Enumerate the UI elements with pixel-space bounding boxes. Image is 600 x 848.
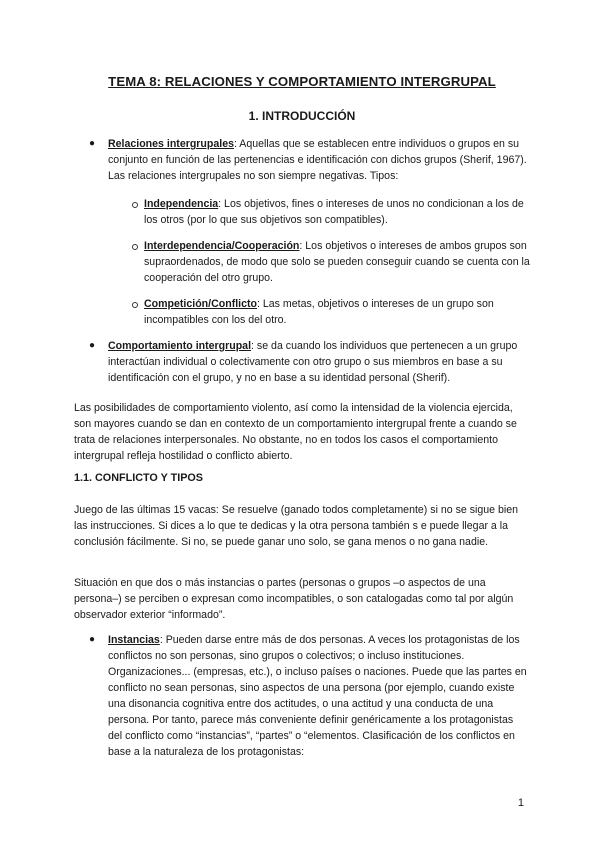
bullet-icon: ● bbox=[89, 138, 96, 149]
subbullet-interdependencia bbox=[144, 238, 530, 286]
subbullet-term: Competición/Conflicto bbox=[144, 298, 257, 310]
bullet-term: Instancias bbox=[108, 634, 160, 646]
bullet-term: Relaciones intergrupales bbox=[108, 138, 234, 150]
bullet-text: : se da cuando los individuos que pertenecen a un grupo interactúan individual o colectivamente con otro grupo o sus miembros en base a su identificación con el grupo, y no en base a su identidad personal (Sherif). bbox=[108, 340, 518, 384]
subbullet-term: Interdependencia/Cooperación bbox=[144, 240, 300, 252]
bullet-relaciones bbox=[108, 136, 530, 184]
circle-bullet-icon bbox=[132, 244, 138, 250]
subsection-heading: 1.1. CONFLICTO Y TIPOS bbox=[74, 472, 203, 484]
section-heading: 1. INTRODUCCIÓN bbox=[248, 109, 356, 123]
circle-bullet-icon bbox=[132, 302, 138, 308]
bullet-icon: ● bbox=[89, 634, 96, 645]
bullet-icon: ● bbox=[89, 340, 96, 351]
bullet-comportamiento bbox=[108, 338, 530, 386]
bullet-text: : Aquellas que se establecen entre individuos o grupos en su conjunto en función de las pertenencias e identificación con dichos grupos (Sherif, 1967). Las relaciones intergrupales no son siempre negativas. Tipos: bbox=[108, 138, 527, 182]
subbullet-independencia bbox=[144, 196, 530, 228]
paragraph-violencia: Las posibilidades de comportamiento violento, así como la intensidad de la violencia ejercida, son mayores cuando se dan en contexto de un comportamiento intergrupal frente a cuando se trata de relaciones interpersonales. No obstante, no en todos los casos el comportamiento intergrupal refleja hostilidad o conflicto abierto. bbox=[74, 402, 517, 462]
bullet-instancias bbox=[108, 632, 530, 760]
subbullet-text: : Los objetivos, fines o intereses de unos no condicionan a los de los otros (por lo que sus objetivos son compatibles). bbox=[144, 198, 524, 226]
bullet-term: Comportamiento intergrupal bbox=[108, 340, 252, 352]
subbullet-term: Independencia bbox=[144, 198, 219, 210]
subbullet-text: : Los objetivos o intereses de ambos grupos son supraordenados, de modo que solo se pueden conseguir cuando se cuenta con la cooperación del otro grupo. bbox=[144, 240, 530, 284]
subbullet-text: : Las metas, objetivos o intereses de un grupo son incompatibles con los del otro. bbox=[144, 298, 494, 326]
subbullet-competicion bbox=[144, 296, 530, 328]
bullet-text: : Pueden darse entre más de dos personas. A veces los protagonistas de los conflictos no son personas, sino grupos o colectivos; o incluso instituciones. Organizaciones... (empresas, etc.), o incluso países o naciones. Puede que las partes en conflicto no sean personas, sino aspectos de una persona (por ejemplo, cuando existe una disonancia cognitiva entre dos actitudes, o una actitud y una conducta de una persona. Por tanto, parece más conveniente definir genéricamente a los protagonistas del conflicto como “instancias”, “partes” o “elementos. Clasificación de los conflictos en base a la naturaleza de los protagonistas: bbox=[108, 634, 527, 758]
document-title: TEMA 8: RELACIONES Y COMPORTAMIENTO INTERGRUPAL bbox=[108, 74, 496, 89]
circle-bullet-icon bbox=[132, 202, 138, 208]
page-number: 1 bbox=[517, 797, 524, 809]
paragraph-situacion: Situación en que dos o más instancias o partes (personas o grupos –o aspectos de una persona–) se perciben o expresan como incompatibles, o son catalogadas como tal por algún observador exterior “informado”. bbox=[74, 577, 514, 621]
paragraph-juego: Juego de las últimas 15 vacas: Se resuelve (ganado todos completamente) si no se sigue bien las instrucciones. Si dices a lo que te dedicas y la otra persona también s e puede llegar a la conclusión fácilmente. Si no, se puede ganar uno solo, se gana menos o no gana nadie. bbox=[74, 504, 519, 548]
